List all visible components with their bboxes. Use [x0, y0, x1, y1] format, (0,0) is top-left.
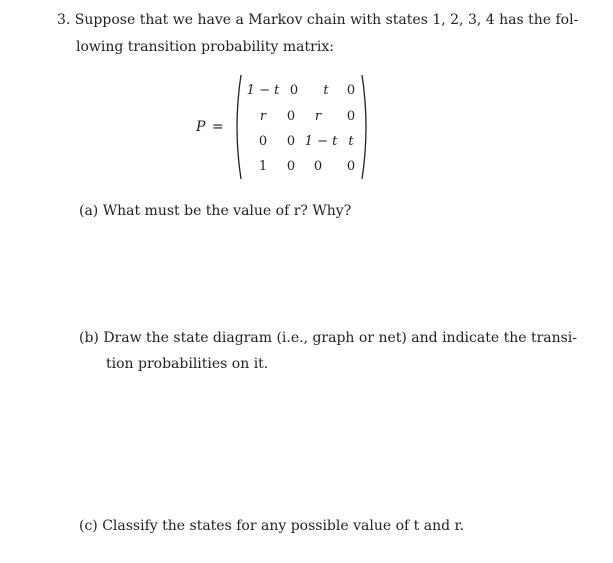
matrix-cell-r3-c1: 0 [258, 134, 268, 149]
matrix-cell-r3-c3: 1 − t [304, 134, 338, 149]
question-part-a: (a) What must be the value of r? Why? [79, 203, 352, 219]
transition-matrix [196, 72, 376, 184]
matrix-cell-r1-c4: 0 [346, 83, 356, 98]
matrix-cell-r1-c3: t [323, 83, 329, 98]
right-bracket [361, 74, 371, 180]
matrix-cell-r4-c4: 0 [346, 159, 356, 174]
matrix-cell-r4-c3: 0 [313, 159, 323, 174]
matrix-cell-r2-c2: 0 [286, 109, 296, 124]
matrix-cell-r4-c1: 1 [258, 159, 268, 174]
matrix-cell-r1-c2: 0 [289, 83, 299, 98]
matrix-cell-r1-c1: 1 − t [246, 83, 280, 98]
matrix-equals: = [211, 119, 224, 135]
matrix-symbol: P [196, 119, 206, 135]
question-part-b-line-2: tion probabilities on it. [106, 356, 269, 372]
question-part-b-line-1: (b) Draw the state diagram (i.e., graph or net) and indicate the transi- [79, 330, 578, 346]
matrix-cell-r2-c3: r [314, 109, 322, 124]
matrix-cell-r4-c2: 0 [286, 159, 296, 174]
problem-statement-line-2: lowing transition probability matrix: [76, 39, 334, 55]
matrix-cell-r3-c2: 0 [286, 134, 296, 149]
matrix-cell-r3-c4: t [348, 134, 354, 149]
matrix-label [196, 119, 224, 135]
matrix-cell-r2-c4: 0 [346, 109, 356, 124]
problem-statement-line-1: 3. Suppose that we have a Markov chain with states 1, 2, 3, 4 has the fol- [57, 12, 579, 28]
matrix-cell-r2-c1: r [259, 109, 267, 124]
question-part-c: (c) Classify the states for any possible value of t and r. [79, 518, 465, 534]
